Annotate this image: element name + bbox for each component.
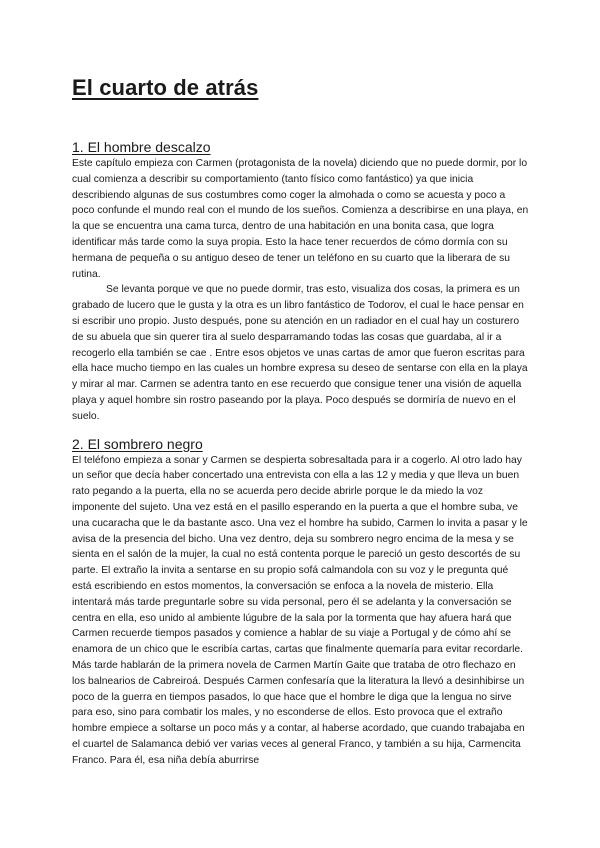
paragraph: Este capítulo empieza con Carmen (protagonista de la novela) diciendo que no puede dormir, por lo cual comienza a describir su comportamiento (tanto físico como fantástico) ya que inicia describiendo algunas de sus costumbres como coger la almohada o como se acuesta y poco a poco confunde el mundo real con el mundo de los sueños. Comienza a describirse en una playa, en la que se encuentra una cama turca, dentro de una habitación en una bonita casa, que logra identificar más tarde como la suya propia. Esto la hace tener recuerdos de cómo dormía con su hermana de pequeña o su antiguo deseo de tener un teléfono en su cuarto que la liberara de su rutina. (72, 158, 529, 280)
section-heading: 1. El hombre descalzo (72, 139, 211, 155)
document-title: El cuarto de atrás (72, 75, 259, 100)
section-2 (72, 435, 530, 769)
document-page (72, 72, 530, 768)
paragraph: El teléfono empieza a sonar y Carmen se despierta sobresaltada para ir a cogerlo. Al otro lado hay un señor que decía haber concertado una entrevista con ella a las 12 y media y que lleva un buen rato pegando a la puerta, ella no se acuerda pero decide abrirle porque le da miedo la voz imponente del sujeto. Una vez está en el pasillo esperando en la puerta a que el hombre suba, ve una cucaracha que le da bastante asco. Una vez el hombre ha subido, Carmen lo invita a pasar y le avisa de la presencia del bicho. Una vez dentro, deja su sombrero negro encima de la mesa y se sienta en el salón de la mujer, la cual no está contenta porque le pareció un gesto descortés de su parte. El extraño la invita a sentarse en su propio sofá calmandola con su voz y le pregunta qué está escribiendo en estos momentos, la conversación se enfoca a la novela de misterio. Ella intentará más tarde preguntarle sobre su vida personal, pero él se adelanta y la conversación se centra en ella, eso unido al ambiente lúgubre de la sala por la tormenta que hay afuera hará que Carmen recuerde tiempos pasados y comience a hablar de su viaje a Portugal y de cómo ahí se enamora de un chico que le escribía cartas, cartas que finalmente quemaría para evitar recordarle. Más tarde hablarán de la primera novela de Carmen Martín Gaite que trataba de otro flechazo en los balnearios de Cabreiroá. Después Carmen confesaría que la literatura la llevó a desinhibirse un poco de la guerra en tiempos pasados, lo que hace que el hombre le diga que la lengua no sirve para eso, sino para combatir los males, y no esconderse de ellos. Esto provoca que el extraño hombre empiece a soltarse un poco más y a contar, al haberse acordado, que cuando trabajaba en el cuartel de Salamanca debió ver varias veces al general Franco, y también a su hija, Carmencita Franco. Para él, esa niña debía aburrirse (72, 454, 528, 766)
section-heading: 2. El sombrero negro (72, 435, 203, 452)
paragraph: Se levanta porque ve que no puede dormir, tras esto, visualiza dos cosas, la primera es un grabado de lucero que le gusta y la otra es un libro fantástico de Todorov, el cual le hace pensar en si escribir uno propio. Justo después, pone su atención en un radiador en el cual hay un costurero de su abuela que sin querer tira al suelo desparramando todas las cosas que guardaba, al ir a recogerlo ella también se cae . Entre esos objetos ve unas cartas de amor que fueron escritas para ella hace mucho tiempo en las cuales un hombre expresa su deseo de sentarse con ella en la playa y mirar al mar. Carmen se adentra tanto en ese recuerdo que consigue tener una visión de aquella playa y aquel hombre sin rostro paseando por la playa. Poco después se dormiría de nuevo en el suelo. (72, 284, 528, 422)
section-1 (72, 138, 530, 425)
